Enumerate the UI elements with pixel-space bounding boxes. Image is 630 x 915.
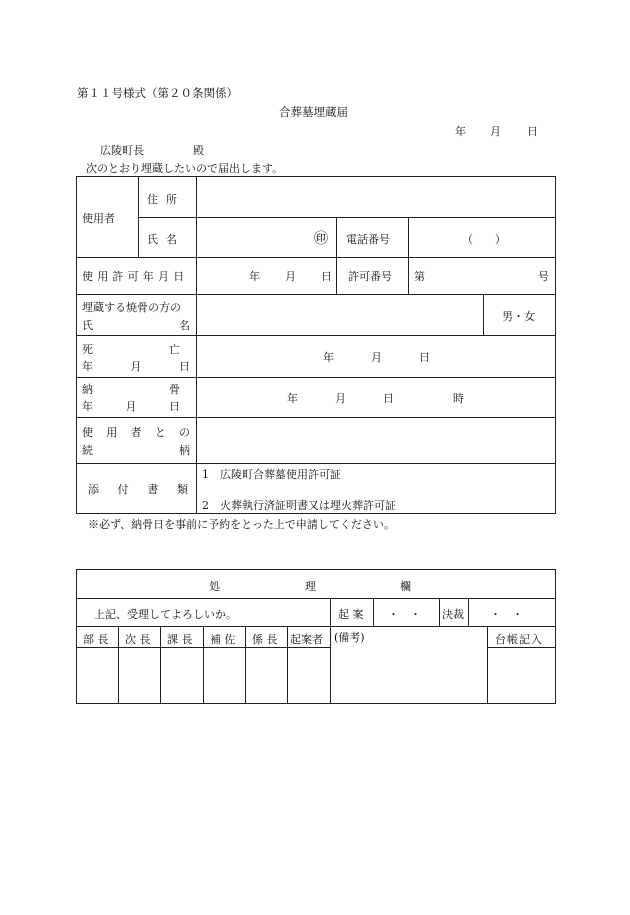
stamp-box-chief[interactable] [246,648,287,703]
gender-select[interactable]: 男・女 [502,310,535,323]
relation-field[interactable] [197,418,555,462]
processing-header-2: 理 [305,580,316,593]
remains-label-line2: 氏 名 [82,319,190,332]
address-label: 住所 [147,193,185,206]
permit-day[interactable]: 日 [321,270,332,283]
permit-year[interactable]: 年 [249,270,260,283]
date-day: 日 [527,125,538,138]
draft-date[interactable]: ・ ・ [388,608,421,621]
seal-mark: ㊞ [314,231,328,247]
death-month[interactable]: 月 [371,351,382,364]
date-month: 月 [490,125,501,138]
permit-number-suffix: 号 [538,270,549,283]
remarks-field[interactable] [331,648,487,703]
footnote: ※必ず、納骨日を事前に予約をとった上で申請してください。 [88,518,395,531]
interment-label-line2: 年 月 日 [82,400,180,413]
stamp-box-drafter[interactable] [288,648,330,703]
phone-field[interactable]: （ ） [462,233,506,246]
death-label-line2: 年 月 日 [82,360,190,373]
date-year: 年 [455,125,466,138]
role-chief: 係 長 [252,633,278,646]
interment-day[interactable]: 日 [383,392,394,405]
addressee-name: 広陵町長 [100,144,144,157]
decision-date[interactable]: ・ ・ [490,608,523,621]
processing-header-3: 欄 [400,580,411,593]
permit-month[interactable]: 月 [285,270,296,283]
address-field[interactable] [197,177,555,217]
attachments-label: 添 付 書 類 [88,483,188,496]
attachment-item-1: 1 広陵町合葬墓使用許可証 [202,468,341,481]
role-assistant: 補 佐 [210,633,236,646]
remarks-label: (備考) [334,631,365,644]
death-label-line1: 死 亡 [82,343,180,356]
interment-label-line1: 納 骨 [82,383,180,396]
decision-label: 決裁 [442,608,464,621]
phone-label: 電話番号 [346,233,390,246]
permit-number-prefix: 第 [414,270,425,283]
death-day[interactable]: 日 [419,351,430,364]
name-label: 氏名 [147,233,185,246]
role-department-head: 部 長 [83,633,109,646]
death-year[interactable]: 年 [323,351,334,364]
approval-text: 上記、受理してよろしいか。 [94,608,237,621]
role-drafter: 起案者 [290,633,323,646]
interment-year[interactable]: 年 [287,392,298,405]
user-label: 使用者 [82,212,115,225]
attachment-item-2: 2 火葬執行済証明書又は埋火葬許可証 [202,499,396,512]
permit-number-label: 許可番号 [348,270,392,283]
stamp-box-assistant[interactable] [204,648,245,703]
stamp-box-section-head[interactable] [161,648,203,703]
relation-label-line1: 使 用 者 と の [82,426,190,439]
stamp-box-deputy-head[interactable] [119,648,160,703]
form-title: 合葬墓埋蔵届 [279,105,348,119]
interment-hour[interactable]: 時 [453,392,464,405]
ledger-field[interactable] [488,648,555,703]
addressee-honorific: 殿 [193,144,204,157]
form-number: 第１１号様式（第２０条関係） [77,86,238,100]
remains-label-line1: 埋蔵する焼骨の方の [82,301,181,314]
ledger-label: 台帳記入 [495,633,543,646]
role-section-head: 課 長 [167,633,193,646]
processing-header-1: 処 [209,580,220,593]
relation-label-line2: 続 柄 [82,444,190,457]
remains-name-field[interactable] [197,295,482,334]
interment-month[interactable]: 月 [335,392,346,405]
stamp-box-department-head[interactable] [77,648,118,703]
draft-label: 起 案 [338,608,364,621]
role-deputy-head: 次 長 [125,633,151,646]
intro-text: 次のとおり埋蔵したいので届出します。 [86,162,284,175]
permit-date-label: 使用許可年月日 [82,270,189,283]
